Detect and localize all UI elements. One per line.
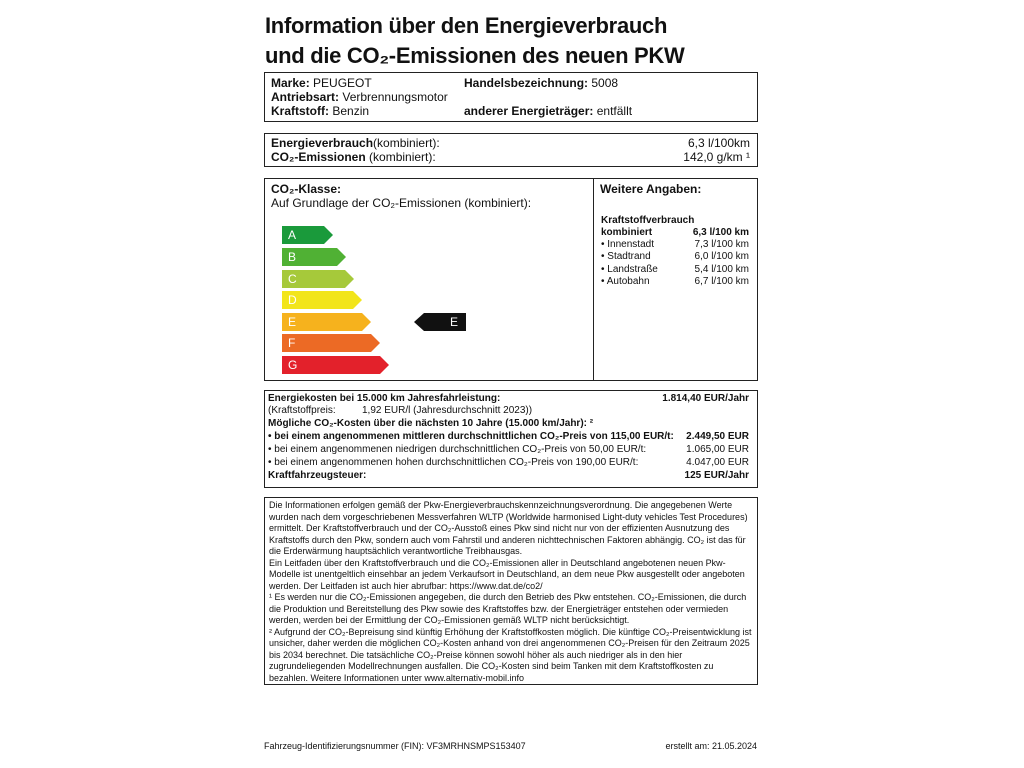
- class-bar-g-label: G: [288, 358, 298, 372]
- suburb-value: 6,0 l/100 km: [694, 251, 749, 262]
- fuel-price-value: 1,92 EUR/l (Jahresdurchschnitt 2023)): [362, 405, 533, 416]
- suburb-label: • Stadtrand: [601, 251, 651, 262]
- info-text: [269, 500, 754, 684]
- co2-cost-high-label: • bei einem angenommenen hohen durchschnittlichen CO₂-Preis von 190,00 EUR/t:: [268, 457, 639, 468]
- highway-value: 6,7 l/100 km: [694, 276, 749, 287]
- fuel-label: Kraftstoff:: [271, 104, 329, 118]
- combined-label: kombiniert: [601, 227, 653, 238]
- created-date: erstellt am: 21.05.2024: [665, 741, 757, 751]
- current-class-marker: [424, 313, 466, 331]
- energy-value: 6,3 l/100km: [687, 136, 750, 150]
- co2-label: CO₂-Emissionen: [271, 150, 366, 164]
- other-label: anderer Energieträger:: [464, 104, 594, 118]
- co2-cost-high-value: 4.047,00 EUR: [686, 457, 749, 468]
- co2-value: 142,0 g/km ¹: [683, 150, 750, 164]
- brand-value: PEUGEOT: [313, 76, 372, 90]
- class-bar-d: [282, 291, 353, 309]
- class-bar-g: [282, 356, 380, 374]
- vehicle-tax-label: Kraftfahrzeugsteuer:: [268, 470, 367, 481]
- rural-value: 5,4 l/100 km: [694, 264, 749, 275]
- highway-label: • Autobahn: [601, 276, 650, 287]
- page-title: [265, 11, 684, 71]
- co2-class-subheading: Auf Grundlage der CO₂-Emissionen (kombiniert):: [271, 196, 532, 210]
- co2-cost-title: Mögliche CO₂-Kosten über die nächsten 10 Jahre (15.000 km/Jahr): ²: [268, 418, 594, 429]
- class-bar-e: [282, 313, 362, 331]
- class-bar-f: [282, 334, 371, 352]
- current-class-label: E: [449, 315, 458, 329]
- city-value: 7,3 l/100 km: [694, 239, 749, 250]
- class-bar-e-label: E: [288, 315, 297, 329]
- co2-cost-low-label: • bei einem angenommenen niedrigen durchschnittlichen CO₂-Preis von 50,00 EUR/t:: [268, 444, 647, 455]
- energy-cost-value: 1.814,40 EUR/Jahr: [662, 393, 749, 404]
- class-bar-b: [282, 248, 337, 266]
- fuel-value: Benzin: [332, 104, 370, 118]
- co2-cost-mid-value: 2.449,50 EUR: [686, 431, 749, 442]
- info-footnote-1: ¹ Es werden nur die CO₂-Emissionen angegeben, die durch den Betrieb des Pkw entstehen. CO₂-Emissionen, die durch die Produktion und Bereitstellung des Pkw sowie des Kraftstoffes bzw. der Energieträger entstehen oder vermieden werden, werden bei der Ermittlung der CO₂-Emissionen gemäß WLTP nicht berücksichtigt.: [269, 592, 747, 625]
- co2-row: [271, 150, 436, 164]
- class-bar-d-label: D: [288, 293, 297, 307]
- title-line-2: und die CO₂-Emissionen des neuen PKW: [265, 43, 685, 68]
- other-row: [464, 104, 632, 118]
- co2-class-heading: CO₂-Klasse:: [271, 182, 342, 196]
- rural-label: • Landstraße: [601, 264, 658, 275]
- combined-value: 6,3 l/100 km: [692, 227, 749, 238]
- trade-value: 5008: [591, 76, 619, 90]
- other-value: entfällt: [596, 104, 633, 118]
- drive-label: Antriebsart:: [271, 90, 340, 104]
- brand-label: Marke:: [271, 76, 310, 90]
- class-bar-b-label: B: [288, 250, 297, 264]
- fuel-price-label: (Kraftstoffpreis:: [268, 405, 336, 416]
- co2-suffix: (kombiniert):: [365, 150, 436, 164]
- city-label: • Innenstadt: [601, 239, 654, 250]
- class-bar-a-label: A: [288, 228, 297, 242]
- class-bar-c: [282, 270, 345, 288]
- drive-row: [271, 90, 448, 104]
- class-bar-a: [282, 226, 324, 244]
- energy-suffix: (kombiniert):: [373, 136, 440, 150]
- energy-row: [271, 136, 440, 150]
- drive-value: Verbrennungsmotor: [342, 90, 448, 104]
- info-footnote-2: ² Aufgrund der CO₂-Bepreisung sind künftig Erhöhung der Kraftstoffkosten möglich. Die künftige CO₂-Preisentwicklung ist unsicher, daher werden die möglichen CO₂-Kosten anhand von drei angenommenen CO₂-Preisen für den Zeitraum 2025 bis 2034 berechnet. Die tatsächliche CO₂-Preise können sowohl höher als auch niedriger als in den hier zugrundeliegenden Modellrechnungen ausfallen. Die CO₂-Kosten sind beim Tanken mit dem Kraftstoffkosten zu bezahlen. Weitere Informationen unter www.alternativ-mobil.info: [269, 626, 752, 683]
- fuel-consumption-title: Kraftstoffverbrauch: [601, 215, 695, 226]
- trade-label: Handelsbezeichnung:: [464, 76, 589, 90]
- fuel-row: [271, 104, 369, 118]
- vehicle-tax-value: 125 EUR/Jahr: [684, 470, 749, 481]
- info-paragraph-2: Ein Leitfaden über den Kraftstoffverbrauch und die CO₂-Emissionen aller in Deutschland angebotenen neuen Pkw-Modelle ist unentgeltlich einsehbar an jedem Verkaufsort in Deutschland, an dem neue Pkw ausgestellt oder angeboten werden. Der Leitfaden ist auch hier abrufbar: https://www.dat.de/co2/: [269, 557, 745, 591]
- further-heading: Weitere Angaben:: [600, 182, 702, 196]
- trade-row: [464, 76, 618, 90]
- vin-text: Fahrzeug-Identifizierungsnummer (FIN): VF3MRHNSMPS153407: [264, 741, 526, 751]
- co2-cost-low-value: 1.065,00 EUR: [686, 444, 749, 455]
- co2-cost-mid-label: • bei einem angenommenen mittleren durchschnittlichen CO₂-Preis von 115,00 EUR/t:: [268, 431, 674, 442]
- class-bar-c-label: C: [288, 272, 297, 286]
- energy-cost-label: Energiekosten bei 15.000 km Jahresfahrleistung:: [268, 393, 501, 404]
- title-line-1: Information über den Energieverbrauch: [265, 13, 668, 38]
- energy-label: Energieverbrauch: [271, 136, 374, 150]
- brand-row: [271, 76, 372, 90]
- info-paragraph-1: Die Informationen erfolgen gemäß der Pkw-Energieverbrauchskennzeichnungsverordnung. Die angegebenen Werte wurden nach dem vorgeschriebenen Messverfahren WLTP (Worldwide harmonised Light-duty vehicles Test Procedures) ermittelt. Der Kraftstoffverbrauch und der CO₂-Ausstoß eines Pkw sind nicht nur von der effizienten Ausnutzung des Kraftstoffs durch den Pkw, sondern auch vom Fahrstil und anderen nichttechnischen Faktoren abhängig. CO₂ ist das für die Erderwärmung hauptsächlich verantwortliche Treibhausgas.: [269, 500, 748, 556]
- class-bar-f-label: F: [288, 336, 296, 350]
